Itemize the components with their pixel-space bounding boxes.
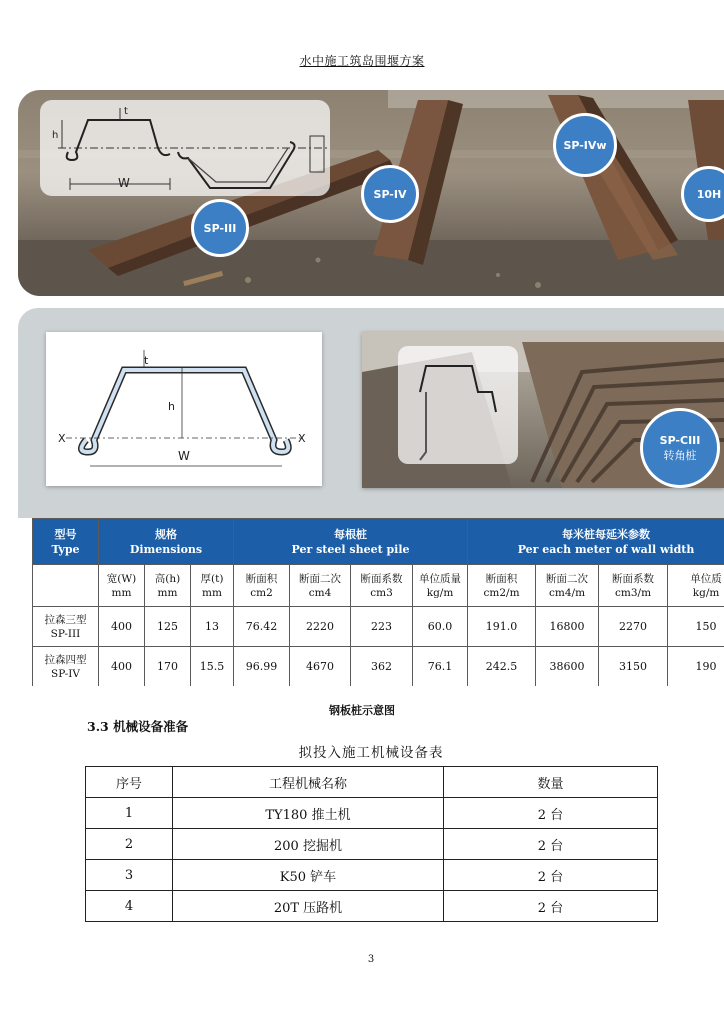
cross-section-drawing [40,100,330,196]
spec-subheader-row [33,565,724,607]
table-row [86,798,658,829]
figure-caption: 钢板桩示意图 [329,704,395,717]
spec-subheader-cell [145,565,191,607]
subheader-label: 高(h) [154,572,181,585]
spec-cell: 190 [668,647,724,687]
corner-pile-photo [362,332,724,488]
subheader-unit: kg/m [426,586,454,599]
spec-cell: 2220 [290,607,351,647]
badge-sp-ivw: SP-IVw [553,113,617,177]
spec-subheader-cell [413,565,468,607]
equipment-index: 3 [86,860,173,891]
spec-header-per-pile-en: Per steel sheet pile [291,542,410,556]
page-number: 3 [367,954,375,965]
spec-cell: 400 [99,647,145,687]
subheader-label: 单位质 [690,572,722,585]
spec-cell: 191.0 [468,607,536,647]
subheader-unit: mm [202,586,222,599]
spec-cell: 125 [145,607,191,647]
equipment-table-header [86,767,658,798]
spec-cell: 15.5 [191,647,234,687]
row-name-zh: 拉森三型 [44,613,87,626]
spec-cell: 170 [145,647,191,687]
equipment-table-title: 拟投入施工机械设备表 [298,745,444,761]
spec-header-per-meter-zh: 每米桩每延米参数 [562,527,651,541]
dimension-drawing [46,332,322,486]
callout-t-label: t [124,106,128,117]
spec-subheader-cell [234,565,290,607]
spec-row-sp-iv [33,647,724,687]
cross-section-callout [40,100,330,196]
spec-table-container [32,518,724,686]
equipment-col-name: 工程机械名称 [173,767,444,798]
equipment-name: 200 挖掘机 [173,829,444,860]
spec-header-dimensions-zh: 规格 [155,527,177,541]
row-name-en: SP-III [50,627,81,640]
subheader-label: 断面系数 [612,572,655,585]
spec-header-per-pile-zh: 每根桩 [334,527,368,541]
badge-sp-ciii-line2: 转角桩 [663,449,697,462]
equipment-index: 1 [86,798,173,829]
badge-10h: 10H [681,166,724,222]
page-header-title: 水中施工筑岛围堰方案 [299,54,425,68]
spec-header-per-meter [468,519,724,565]
spec-header-type [33,519,99,565]
spec-cell: 60.0 [413,607,468,647]
equipment-col-index: 序号 [86,767,173,798]
spec-subheader-cell [536,565,599,607]
spec-table [32,518,724,686]
spec-cell: 2270 [599,607,668,647]
equipment-quantity: 2 台 [444,798,658,829]
badge-sp-iii: SP-III [191,199,249,257]
spec-cell: 16800 [536,607,599,647]
spec-header-dimensions [99,519,234,565]
subheader-label: 厚(t) [200,572,224,585]
spec-cell: 3150 [599,647,668,687]
subheader-unit: cm2/m [483,586,520,599]
spec-header-type-en: Type [51,542,80,556]
spec-subheader-cell [599,565,668,607]
badge-sp-ciii-line1: SP-CIII [659,434,701,447]
equipment-name: TY180 推土机 [173,798,444,829]
subheader-label: 断面积 [245,572,278,585]
spec-subheader-cell [99,565,145,607]
diagram-h-label: h [168,400,175,413]
equipment-quantity: 2 台 [444,891,658,922]
equipment-table [85,766,658,922]
sheet-pile-dimension-diagram [46,332,322,486]
badge-sp-iv: SP-IV [361,165,419,223]
row-name-zh: 拉森四型 [44,653,87,666]
subheader-label: 断面积 [485,572,518,585]
spec-cell: 150 [668,607,724,647]
callout-h-label: h [52,130,59,141]
spec-subheader-cell [290,565,351,607]
spec-cell: 4670 [290,647,351,687]
equipment-name: 20T 压路机 [173,891,444,922]
subheader-label: 断面二次 [546,572,589,585]
subheader-unit: cm3/m [615,586,652,599]
subheader-label: 宽(W) [106,572,137,585]
equipment-quantity: 2 台 [444,829,658,860]
diagram-w-label: W [178,449,190,463]
spec-cell: 242.5 [468,647,536,687]
spec-header-type-zh: 型号 [54,527,77,541]
subheader-unit: kg/m [692,586,720,599]
spec-cell: 400 [99,607,145,647]
spec-cell: 76.42 [234,607,290,647]
equipment-index: 2 [86,829,173,860]
subheader-label: 断面系数 [360,572,403,585]
diagram-t-label: t [144,354,149,367]
spec-cell: 362 [351,647,413,687]
subheader-label: 断面二次 [299,572,341,585]
spec-header-dimensions-en: Dimensions [129,542,203,556]
spec-header-per-meter-en: Per each meter of wall width [517,542,695,556]
subheader-label: 单位质量 [419,572,462,585]
spec-row-name [33,607,99,647]
table-row [86,891,658,922]
badge-sp-ciii [640,408,720,488]
spec-subheader-cell [351,565,413,607]
spec-subheader-cell [191,565,234,607]
section-heading: 3.3 机械设备准备 [87,719,189,734]
spec-subheader-cell [468,565,536,607]
spec-subheader-empty [33,565,99,607]
spec-cell: 96.99 [234,647,290,687]
table-row [86,860,658,891]
spec-subheader-cell [668,565,724,607]
table-row [86,829,658,860]
diagram-x-left-label: X [58,432,66,445]
subheader-unit: cm2 [250,586,273,599]
spec-cell: 76.1 [413,647,468,687]
spec-cell: 223 [351,607,413,647]
subheader-unit: mm [111,586,132,599]
diagram-x-right-label: X [298,432,306,445]
spec-header-per-pile [234,519,468,565]
spec-row-sp-iii [33,607,724,647]
equipment-index: 4 [86,891,173,922]
subheader-unit: cm4 [308,586,332,599]
spec-cell: 13 [191,607,234,647]
equipment-name: K50 铲车 [173,860,444,891]
row-name-en: SP-IV [51,667,80,680]
subheader-unit: mm [157,586,178,599]
callout-w-label: W [118,176,130,190]
spec-row-name [33,647,99,687]
subheader-unit: cm3 [370,586,393,599]
spec-cell: 38600 [536,647,599,687]
equipment-quantity: 2 台 [444,860,658,891]
equipment-col-quantity: 数量 [444,767,658,798]
subheader-unit: cm4/m [549,586,586,599]
